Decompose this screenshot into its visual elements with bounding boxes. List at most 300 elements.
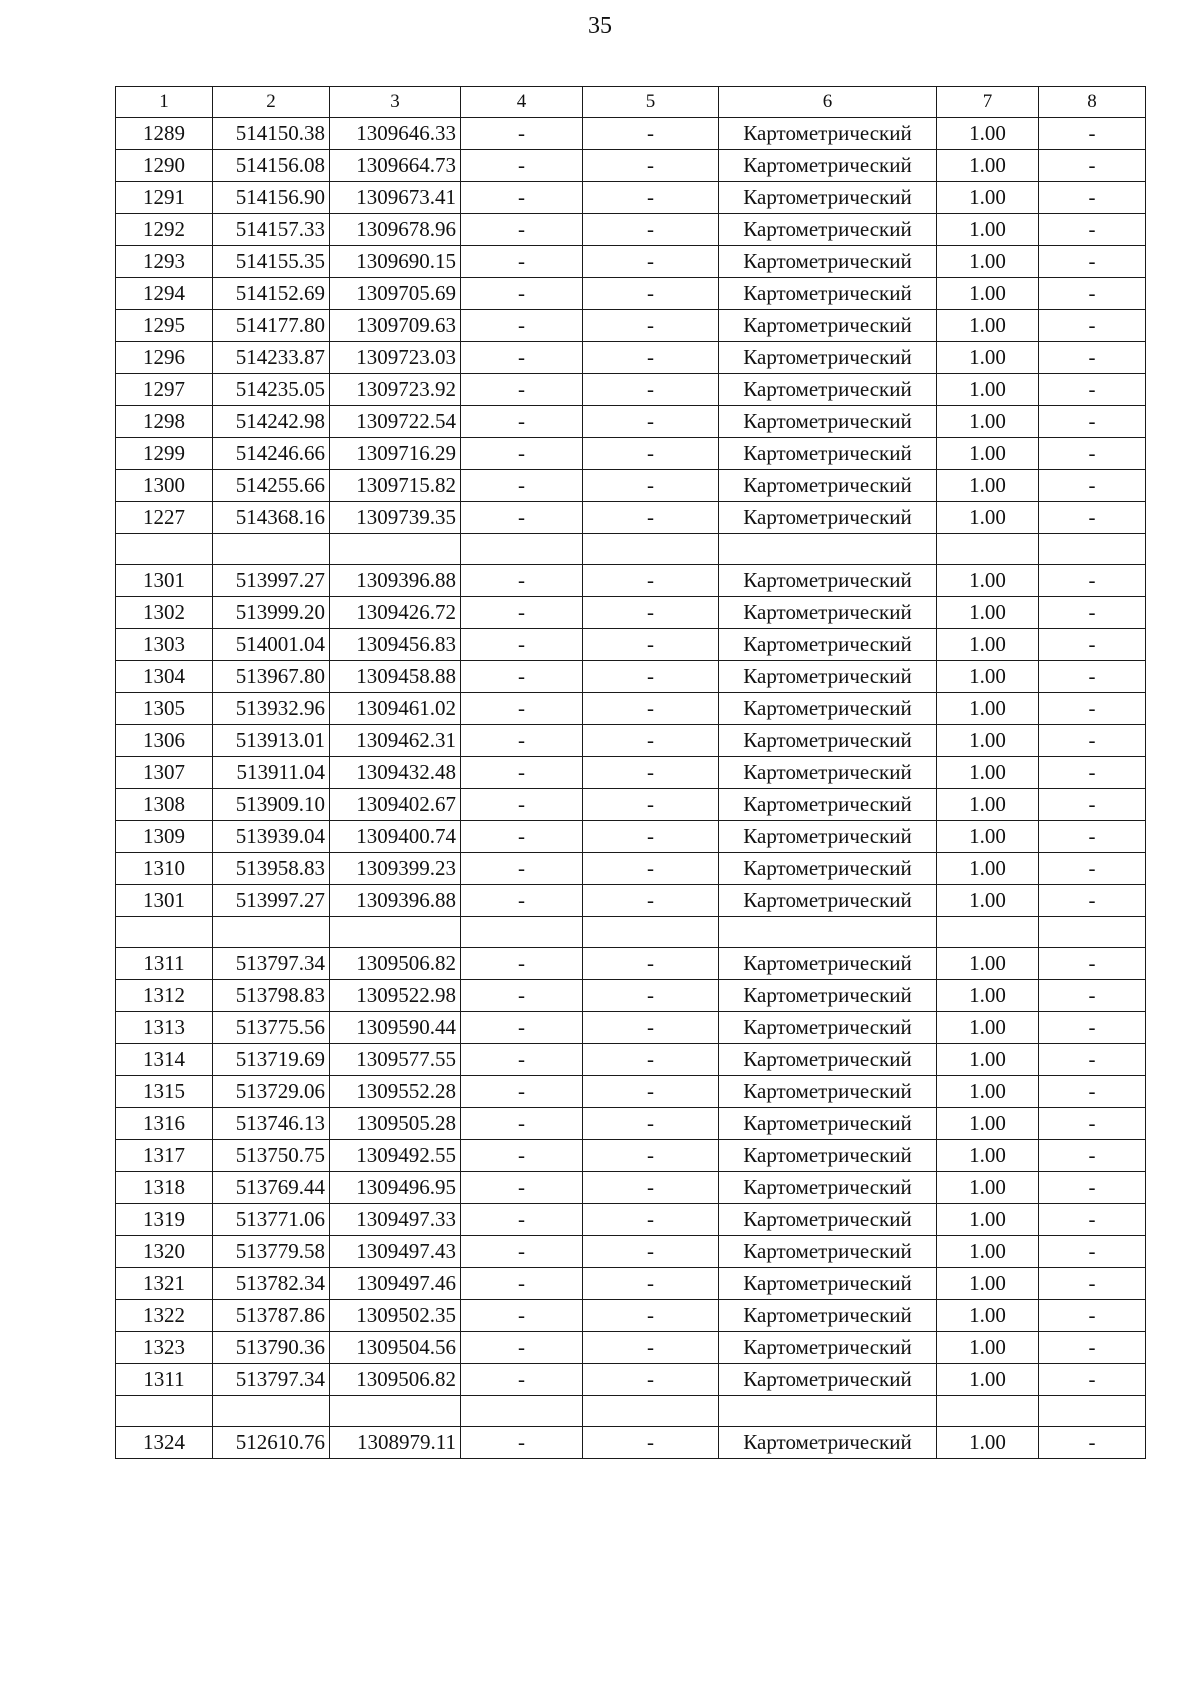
table-cell: - bbox=[1039, 438, 1146, 470]
table-cell: - bbox=[461, 374, 583, 406]
column-header-6: 6 bbox=[719, 87, 937, 118]
table-row bbox=[116, 948, 1146, 980]
table-cell: - bbox=[583, 980, 719, 1012]
table-cell: 1309400.74 bbox=[330, 821, 461, 853]
table-cell: - bbox=[1039, 821, 1146, 853]
table-cell: 1308979.11 bbox=[330, 1427, 461, 1459]
column-header-5: 5 bbox=[583, 87, 719, 118]
table-cell: - bbox=[461, 1076, 583, 1108]
table-cell: 1309739.35 bbox=[330, 502, 461, 534]
table-row bbox=[116, 182, 1146, 214]
table-cell: 1299 bbox=[116, 438, 213, 470]
table-row bbox=[116, 214, 1146, 246]
table-cell: - bbox=[461, 757, 583, 789]
table-cell: Картометрический bbox=[719, 853, 937, 885]
table-row bbox=[116, 502, 1146, 534]
table-cell: Картометрический bbox=[719, 629, 937, 661]
table-cell: - bbox=[583, 1044, 719, 1076]
table-cell: - bbox=[583, 1076, 719, 1108]
table-cell: 1309396.88 bbox=[330, 885, 461, 917]
table-cell: Картометрический bbox=[719, 597, 937, 629]
table-cell: 1.00 bbox=[937, 1076, 1039, 1108]
table-cell: - bbox=[1039, 597, 1146, 629]
table-cell: 1.00 bbox=[937, 246, 1039, 278]
column-header-3: 3 bbox=[330, 87, 461, 118]
table-cell: 513997.27 bbox=[213, 565, 330, 597]
table-cell: - bbox=[583, 1236, 719, 1268]
table-cell: 1.00 bbox=[937, 1012, 1039, 1044]
table-cell: - bbox=[461, 118, 583, 150]
table-cell: - bbox=[583, 1012, 719, 1044]
table-cell: Картометрический bbox=[719, 1332, 937, 1364]
table-cell: 1309522.98 bbox=[330, 980, 461, 1012]
column-header-4: 4 bbox=[461, 87, 583, 118]
table-cell: - bbox=[461, 246, 583, 278]
table-cell: 1.00 bbox=[937, 821, 1039, 853]
table-cell: Картометрический bbox=[719, 821, 937, 853]
table-cell: 1309590.44 bbox=[330, 1012, 461, 1044]
table-cell bbox=[213, 917, 330, 948]
table-cell: 1289 bbox=[116, 118, 213, 150]
table-cell: 1.00 bbox=[937, 342, 1039, 374]
table-cell bbox=[583, 1396, 719, 1427]
table-cell: Картометрический bbox=[719, 118, 937, 150]
table-cell: - bbox=[1039, 948, 1146, 980]
table-cell: - bbox=[461, 1236, 583, 1268]
table-cell: 1309456.83 bbox=[330, 629, 461, 661]
table-cell: Картометрический bbox=[719, 470, 937, 502]
table-cell: 1227 bbox=[116, 502, 213, 534]
table-row bbox=[116, 1300, 1146, 1332]
table-cell: - bbox=[1039, 1108, 1146, 1140]
table-cell: 513967.80 bbox=[213, 661, 330, 693]
table-cell: - bbox=[461, 214, 583, 246]
table-cell: 1309715.82 bbox=[330, 470, 461, 502]
table-cell: 1309723.03 bbox=[330, 342, 461, 374]
table-cell: - bbox=[583, 693, 719, 725]
table-row bbox=[116, 693, 1146, 725]
table-row bbox=[116, 150, 1146, 182]
table-cell: 1.00 bbox=[937, 693, 1039, 725]
table-cell: - bbox=[461, 565, 583, 597]
table-cell: 1300 bbox=[116, 470, 213, 502]
table-cell: 513750.75 bbox=[213, 1140, 330, 1172]
table-cell: 514156.08 bbox=[213, 150, 330, 182]
table-cell: - bbox=[1039, 565, 1146, 597]
table-cell: 1309399.23 bbox=[330, 853, 461, 885]
table-cell: 1309458.88 bbox=[330, 661, 461, 693]
table-cell: 1.00 bbox=[937, 629, 1039, 661]
table-cell: 1295 bbox=[116, 310, 213, 342]
table-cell: - bbox=[583, 374, 719, 406]
table-cell: - bbox=[583, 1332, 719, 1364]
table-row bbox=[116, 853, 1146, 885]
table-cell: 514150.38 bbox=[213, 118, 330, 150]
table-cell bbox=[937, 917, 1039, 948]
table-cell: 513787.86 bbox=[213, 1300, 330, 1332]
table-cell bbox=[330, 917, 461, 948]
table-cell: Картометрический bbox=[719, 1427, 937, 1459]
table-cell bbox=[116, 1396, 213, 1427]
table-cell: Картометрический bbox=[719, 374, 937, 406]
table-cell: - bbox=[461, 821, 583, 853]
table-cell: 514001.04 bbox=[213, 629, 330, 661]
table-cell: 1316 bbox=[116, 1108, 213, 1140]
table-cell: 513999.20 bbox=[213, 597, 330, 629]
table-cell: - bbox=[583, 661, 719, 693]
table-cell: 1309462.31 bbox=[330, 725, 461, 757]
table-cell: - bbox=[1039, 406, 1146, 438]
table-cell: - bbox=[461, 853, 583, 885]
table-cell: 1314 bbox=[116, 1044, 213, 1076]
table-cell: 1309 bbox=[116, 821, 213, 853]
table-cell: 1309396.88 bbox=[330, 565, 461, 597]
table-cell: 1309502.35 bbox=[330, 1300, 461, 1332]
table-cell: - bbox=[583, 1172, 719, 1204]
table-cell: Картометрический bbox=[719, 693, 937, 725]
table-cell: 514157.33 bbox=[213, 214, 330, 246]
table-cell: 1303 bbox=[116, 629, 213, 661]
table-cell: 1301 bbox=[116, 565, 213, 597]
table-cell: Картометрический bbox=[719, 757, 937, 789]
table-cell: 1309492.55 bbox=[330, 1140, 461, 1172]
table-cell: - bbox=[1039, 853, 1146, 885]
table-cell: 1309673.41 bbox=[330, 182, 461, 214]
table-cell: - bbox=[461, 1364, 583, 1396]
table-row bbox=[116, 310, 1146, 342]
table-cell: 514235.05 bbox=[213, 374, 330, 406]
table-cell: - bbox=[1039, 278, 1146, 310]
table-cell: - bbox=[1039, 502, 1146, 534]
table-cell: 513913.01 bbox=[213, 725, 330, 757]
table-cell: - bbox=[583, 214, 719, 246]
table-cell: - bbox=[1039, 980, 1146, 1012]
table-cell: - bbox=[583, 438, 719, 470]
table-cell: 1.00 bbox=[937, 980, 1039, 1012]
table-cell: 514242.98 bbox=[213, 406, 330, 438]
table-cell: Картометрический bbox=[719, 246, 937, 278]
table-cell: 1.00 bbox=[937, 1268, 1039, 1300]
table-cell: 1.00 bbox=[937, 948, 1039, 980]
table-cell: 1309722.54 bbox=[330, 406, 461, 438]
table-cell: Картометрический bbox=[719, 980, 937, 1012]
table-cell: Картометрический bbox=[719, 310, 937, 342]
table-cell: - bbox=[583, 118, 719, 150]
column-header-1: 1 bbox=[116, 87, 213, 118]
table-cell bbox=[1039, 534, 1146, 565]
table-cell bbox=[583, 917, 719, 948]
table-cell: 1.00 bbox=[937, 310, 1039, 342]
table-cell: 514246.66 bbox=[213, 438, 330, 470]
table-cell bbox=[1039, 917, 1146, 948]
table-cell: 1311 bbox=[116, 948, 213, 980]
table-cell: Картометрический bbox=[719, 406, 937, 438]
table-cell: - bbox=[1039, 789, 1146, 821]
table-cell: 1312 bbox=[116, 980, 213, 1012]
table-cell: Картометрический bbox=[719, 150, 937, 182]
table-cell: 1309552.28 bbox=[330, 1076, 461, 1108]
table-cell: 513769.44 bbox=[213, 1172, 330, 1204]
table-cell: Картометрический bbox=[719, 214, 937, 246]
table-cell: 1298 bbox=[116, 406, 213, 438]
table-cell: - bbox=[461, 1427, 583, 1459]
table-cell: 513911.04 bbox=[213, 757, 330, 789]
table-row bbox=[116, 1076, 1146, 1108]
table-body bbox=[116, 118, 1146, 1459]
table-cell: 514233.87 bbox=[213, 342, 330, 374]
table-row bbox=[116, 1204, 1146, 1236]
table-cell: 1313 bbox=[116, 1012, 213, 1044]
column-header-2: 2 bbox=[213, 87, 330, 118]
table-cell: - bbox=[583, 246, 719, 278]
table-cell: - bbox=[1039, 150, 1146, 182]
table-cell: - bbox=[583, 597, 719, 629]
table-cell: 1293 bbox=[116, 246, 213, 278]
table-row bbox=[116, 821, 1146, 853]
table-cell: 513997.27 bbox=[213, 885, 330, 917]
table-cell: - bbox=[583, 310, 719, 342]
table-cell: 1307 bbox=[116, 757, 213, 789]
table-cell: - bbox=[1039, 661, 1146, 693]
table-cell: - bbox=[1039, 1172, 1146, 1204]
table-cell: - bbox=[583, 565, 719, 597]
table-cell: 1309690.15 bbox=[330, 246, 461, 278]
table-cell: - bbox=[1039, 1044, 1146, 1076]
table-cell: 513939.04 bbox=[213, 821, 330, 853]
table-cell bbox=[937, 1396, 1039, 1427]
table-cell: - bbox=[583, 470, 719, 502]
table-cell: 513909.10 bbox=[213, 789, 330, 821]
table-cell: - bbox=[461, 661, 583, 693]
table-cell: - bbox=[1039, 1268, 1146, 1300]
table-cell: 1.00 bbox=[937, 1108, 1039, 1140]
table-cell: 1319 bbox=[116, 1204, 213, 1236]
table-row bbox=[116, 1427, 1146, 1459]
table-cell: Картометрический bbox=[719, 1108, 937, 1140]
table-cell: - bbox=[461, 310, 583, 342]
table-cell: 514177.80 bbox=[213, 310, 330, 342]
table-cell: 1323 bbox=[116, 1332, 213, 1364]
table-row bbox=[116, 565, 1146, 597]
table-cell bbox=[719, 534, 937, 565]
table-cell: - bbox=[1039, 629, 1146, 661]
table-cell: 1308 bbox=[116, 789, 213, 821]
table-cell: 1.00 bbox=[937, 470, 1039, 502]
table-cell: - bbox=[583, 853, 719, 885]
table-cell: - bbox=[583, 1268, 719, 1300]
table-cell bbox=[583, 534, 719, 565]
table-cell: - bbox=[583, 1140, 719, 1172]
table-cell: 513958.83 bbox=[213, 853, 330, 885]
table-cell: - bbox=[461, 980, 583, 1012]
table-cell: - bbox=[1039, 1427, 1146, 1459]
table-cell: 1.00 bbox=[937, 182, 1039, 214]
table-cell: - bbox=[461, 1332, 583, 1364]
table-row bbox=[116, 629, 1146, 661]
table-cell: 1309709.63 bbox=[330, 310, 461, 342]
table-cell: - bbox=[461, 1172, 583, 1204]
table-cell: 1297 bbox=[116, 374, 213, 406]
table-cell: 513746.13 bbox=[213, 1108, 330, 1140]
table-cell: 1309716.29 bbox=[330, 438, 461, 470]
table-cell: - bbox=[1039, 1300, 1146, 1332]
table-cell: - bbox=[1039, 725, 1146, 757]
table-cell: - bbox=[461, 948, 583, 980]
table-row bbox=[116, 246, 1146, 278]
table-cell: 1.00 bbox=[937, 725, 1039, 757]
table-cell: 1309664.73 bbox=[330, 150, 461, 182]
table-cell: 1309577.55 bbox=[330, 1044, 461, 1076]
table-row bbox=[116, 1108, 1146, 1140]
table-cell: 513797.34 bbox=[213, 1364, 330, 1396]
table-cell: - bbox=[461, 789, 583, 821]
table-cell: Картометрический bbox=[719, 182, 937, 214]
table-cell: 1309505.28 bbox=[330, 1108, 461, 1140]
table-cell: - bbox=[1039, 1076, 1146, 1108]
table-cell: 1.00 bbox=[937, 406, 1039, 438]
table-cell: 1296 bbox=[116, 342, 213, 374]
table-cell: 1.00 bbox=[937, 118, 1039, 150]
table-cell bbox=[213, 534, 330, 565]
table-cell: 513779.58 bbox=[213, 1236, 330, 1268]
table-cell bbox=[719, 917, 937, 948]
table-cell: - bbox=[461, 1204, 583, 1236]
table-cell: 1301 bbox=[116, 885, 213, 917]
table-row bbox=[116, 597, 1146, 629]
table-cell: - bbox=[583, 629, 719, 661]
table-cell bbox=[330, 534, 461, 565]
table-row bbox=[116, 661, 1146, 693]
table-cell: - bbox=[1039, 1204, 1146, 1236]
table-cell: - bbox=[461, 1108, 583, 1140]
table-cell: 1.00 bbox=[937, 502, 1039, 534]
table-row bbox=[116, 118, 1146, 150]
table-cell: 1309678.96 bbox=[330, 214, 461, 246]
table-header bbox=[116, 87, 1146, 118]
table-cell: - bbox=[461, 150, 583, 182]
table-cell: - bbox=[583, 821, 719, 853]
table-row bbox=[116, 342, 1146, 374]
table-cell: 1309504.56 bbox=[330, 1332, 461, 1364]
table-cell: Картометрический bbox=[719, 565, 937, 597]
table-row bbox=[116, 1140, 1146, 1172]
table-cell: 1309705.69 bbox=[330, 278, 461, 310]
table-cell: - bbox=[1039, 342, 1146, 374]
table-cell: 1309496.95 bbox=[330, 1172, 461, 1204]
table-cell: Картометрический bbox=[719, 1044, 937, 1076]
table-cell: Картометрический bbox=[719, 1236, 937, 1268]
table-cell bbox=[330, 1396, 461, 1427]
table-cell: - bbox=[583, 885, 719, 917]
table-cell: 1.00 bbox=[937, 885, 1039, 917]
table-cell: - bbox=[1039, 1012, 1146, 1044]
table-cell: - bbox=[583, 1108, 719, 1140]
table-cell: 513782.34 bbox=[213, 1268, 330, 1300]
table-cell: 1.00 bbox=[937, 1364, 1039, 1396]
table-cell: 1.00 bbox=[937, 789, 1039, 821]
table-cell: - bbox=[461, 1012, 583, 1044]
table-cell: - bbox=[461, 693, 583, 725]
table-row bbox=[116, 885, 1146, 917]
table-cell: Картометрический bbox=[719, 725, 937, 757]
table-cell: 1290 bbox=[116, 150, 213, 182]
table-cell: 1.00 bbox=[937, 150, 1039, 182]
table-cell: 1306 bbox=[116, 725, 213, 757]
table-cell: Картометрический bbox=[719, 438, 937, 470]
table-cell: 513729.06 bbox=[213, 1076, 330, 1108]
table-cell: - bbox=[583, 182, 719, 214]
table-cell: 1309426.72 bbox=[330, 597, 461, 629]
table-row bbox=[116, 438, 1146, 470]
table-cell: 1304 bbox=[116, 661, 213, 693]
table-cell: - bbox=[1039, 757, 1146, 789]
page-number: 35 bbox=[588, 13, 612, 39]
table-cell: 1.00 bbox=[937, 374, 1039, 406]
table-cell: 1315 bbox=[116, 1076, 213, 1108]
table-cell: - bbox=[583, 406, 719, 438]
table-cell: Картометрический bbox=[719, 885, 937, 917]
table-cell: - bbox=[461, 597, 583, 629]
table-cell: 1310 bbox=[116, 853, 213, 885]
table-cell: - bbox=[1039, 118, 1146, 150]
table-cell: - bbox=[1039, 374, 1146, 406]
table-cell: - bbox=[583, 725, 719, 757]
table-cell: - bbox=[583, 1204, 719, 1236]
table-cell: 1309402.67 bbox=[330, 789, 461, 821]
table-cell: 513775.56 bbox=[213, 1012, 330, 1044]
table-cell bbox=[1039, 1396, 1146, 1427]
table-cell: - bbox=[1039, 693, 1146, 725]
table-cell: - bbox=[461, 502, 583, 534]
table-cell: - bbox=[461, 1268, 583, 1300]
table-cell: - bbox=[461, 885, 583, 917]
table-cell: 514155.35 bbox=[213, 246, 330, 278]
table-cell bbox=[461, 534, 583, 565]
table-cell: 514368.16 bbox=[213, 502, 330, 534]
table-cell: - bbox=[583, 948, 719, 980]
table-cell: 1309723.92 bbox=[330, 374, 461, 406]
table-cell: 1.00 bbox=[937, 853, 1039, 885]
table-cell: 1309432.48 bbox=[330, 757, 461, 789]
table-row bbox=[116, 278, 1146, 310]
table-cell: - bbox=[583, 757, 719, 789]
table-cell: 1302 bbox=[116, 597, 213, 629]
table-cell: 513797.34 bbox=[213, 948, 330, 980]
table-row bbox=[116, 1396, 1146, 1427]
table-cell: Картометрический bbox=[719, 1140, 937, 1172]
coordinates-table bbox=[115, 86, 1146, 1459]
table-cell: Картометрический bbox=[719, 1364, 937, 1396]
table-cell: 513771.06 bbox=[213, 1204, 330, 1236]
table-cell: - bbox=[583, 1427, 719, 1459]
table-cell: 1309497.46 bbox=[330, 1268, 461, 1300]
table-cell: - bbox=[461, 1300, 583, 1332]
table-cell bbox=[461, 917, 583, 948]
table-cell: - bbox=[1039, 470, 1146, 502]
table-cell: - bbox=[461, 438, 583, 470]
table-cell: Картометрический bbox=[719, 278, 937, 310]
table-cell: 513790.36 bbox=[213, 1332, 330, 1364]
table-cell: - bbox=[583, 502, 719, 534]
table-cell: - bbox=[1039, 1236, 1146, 1268]
table-row bbox=[116, 374, 1146, 406]
table-row bbox=[116, 917, 1146, 948]
table-cell: 1.00 bbox=[937, 1332, 1039, 1364]
table-row bbox=[116, 757, 1146, 789]
table-cell: - bbox=[461, 629, 583, 661]
table-cell: - bbox=[461, 470, 583, 502]
table-cell: 1.00 bbox=[937, 214, 1039, 246]
